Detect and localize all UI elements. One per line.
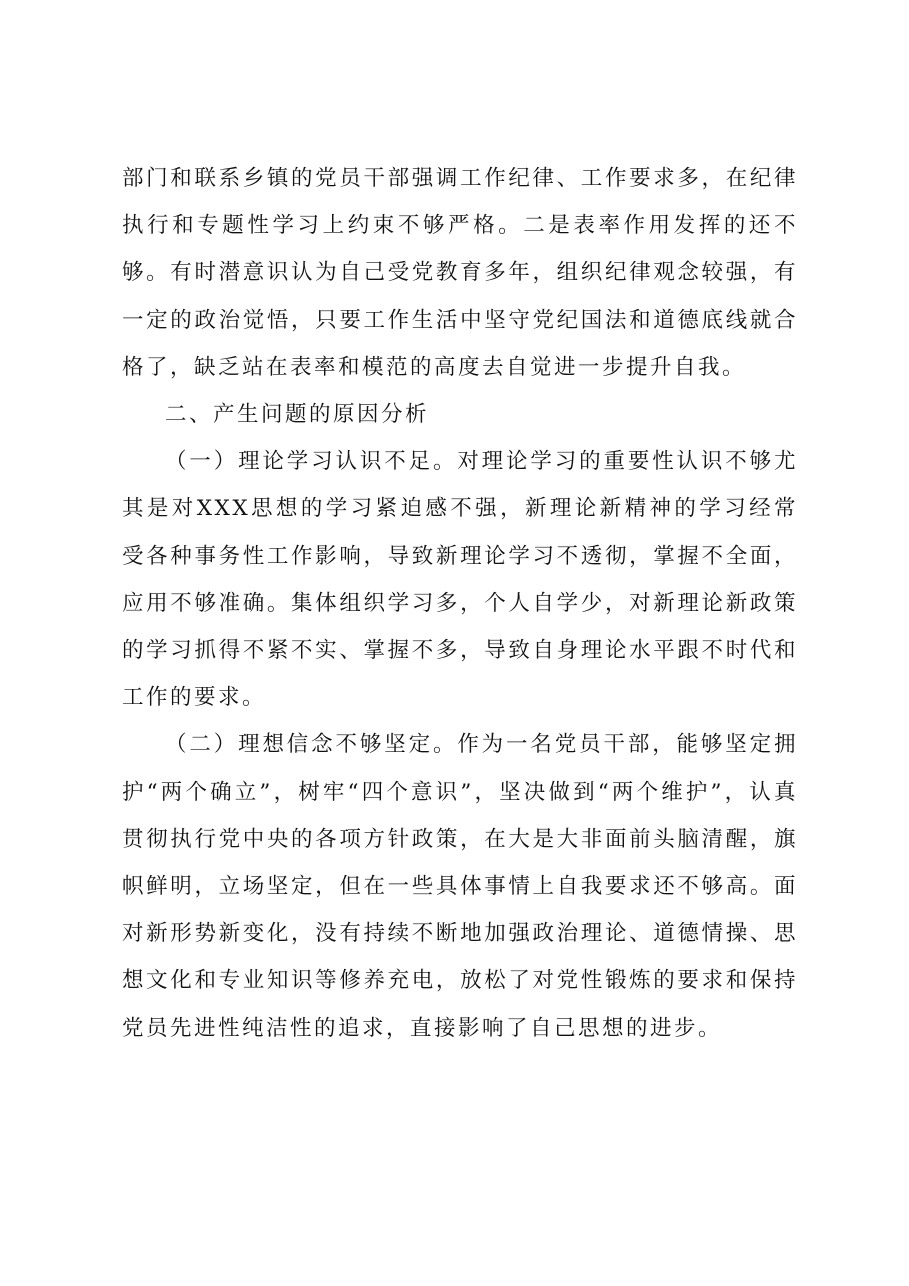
paragraph-continuation: 部门和联系乡镇的党员干部强调工作纪律、工作要求多，在纪律执行和专题性学习上约束不够严格。二是表率作用发挥的还不够。有时潜意识认为自己受党教育多年，组织纪律观念较强，有一定的政治觉悟，只要工作生活中坚守党纪国法和道德底线就合格了，缺乏站在表率和模范的高度去自觉进一步提升自我。	[122, 166, 798, 380]
paragraph-ideals-beliefs: （二）理想信念不够坚定。作为一名党员干部，能够坚定拥护“两个确立”，树牢“四个意识”，坚决做到“两个维护”，认真贯彻执行党中央的各项方针政策，在大是大非面前头脑清醒，旗帜鲜明，立场坚定，但在一些具体事情上自我要求还不够高。面对新形势新变化，没有持续不断地加强政治理论、道德情操、思想文化和专业知识等修养充电，放松了对党性锻炼的要求和保持党员先进性纯洁性的追求，直接影响了自己思想的进步。	[122, 732, 798, 1041]
section-heading: 二、产生问题的原因分析	[165, 402, 430, 428]
document-body	[122, 155, 798, 1052]
paragraph-theory-study: （一）理论学习认识不足。对理论学习的重要性认识不够尤其是对XXX思想的学习紧迫感不强，新理论新精神的学习经常受各种事务性工作影响，导致新理论学习不透彻，掌握不全面，应用不够准确。集体组织学习多，个人自学少，对新理论新政策的学习抓得不紧不实、掌握不多，导致自身理论水平跟不时代和工作的要求。	[122, 449, 798, 711]
